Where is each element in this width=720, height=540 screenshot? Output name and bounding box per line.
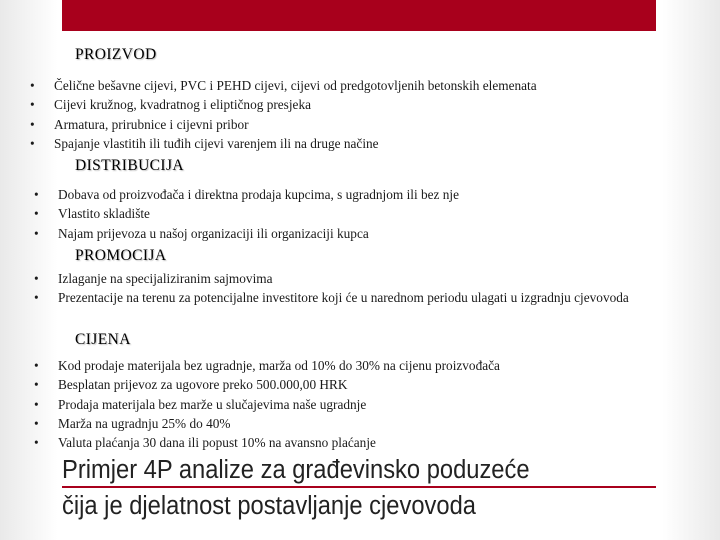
heading-distribucija: DISTRIBUCIJA: [75, 157, 185, 174]
slide-title-line-1: Primjer 4P analize za građevinsko poduzeće: [62, 456, 530, 484]
list-item: • Dobava od proizvođača i direktna prodaja kupcima, s ugradnjom ili bez nje: [34, 185, 674, 204]
list-item: • Najam prijevoza u našoj organizaciji ili organizaciji kupca: [34, 224, 674, 243]
list-item: • Marža na ugradnju 25% do 40%: [34, 414, 674, 433]
list-proizvod: [30, 76, 690, 153]
list-item: • Cijevi kružnog, kvadratnog i eliptičnog presjeka: [30, 95, 690, 114]
list-item: • Čelične bešavne cijevi, PVC i PEHD cijevi, cijevi od predgotovljenih betonskih elemenata: [30, 76, 690, 95]
heading-cijena: CIJENA: [75, 331, 131, 348]
list-distribucija: [34, 185, 674, 243]
title-underline-rule: [62, 486, 656, 488]
heading-proizvod: PROIZVOD: [75, 46, 157, 63]
list-item: • Valuta plaćanja 30 dana ili popust 10% na avansno plaćanje: [34, 433, 674, 452]
heading-promocija: PROMOCIJA: [75, 247, 167, 264]
slide-title: [62, 452, 620, 524]
list-cijena: [34, 356, 674, 452]
list-item: • Besplatan prijevoz za ugovore preko 500.000,00 HRK: [34, 375, 674, 394]
list-promocija: [34, 269, 634, 308]
list-item: • Prezentacije na terenu za potencijalne investitore koji će u narednom periodu ulagati u izgradnju cjevovoda: [34, 288, 634, 307]
top-accent-bar: [62, 0, 656, 31]
list-item: • Izlaganje na specijaliziranim sajmovima: [34, 269, 634, 288]
slide-title-line-2: čija je djelatnost postavljanje cjevovoda: [62, 492, 476, 520]
list-item: • Armatura, prirubnice i cijevni pribor: [30, 115, 690, 134]
list-item: • Spajanje vlastitih ili tuđih cijevi varenjem ili na druge načine: [30, 134, 690, 153]
list-item: • Vlastito skladište: [34, 204, 674, 223]
list-item: • Prodaja materijala bez marže u slučajevima naše ugradnje: [34, 395, 674, 414]
list-item: • Kod prodaje materijala bez ugradnje, marža od 10% do 30% na cijenu proizvođača: [34, 356, 674, 375]
